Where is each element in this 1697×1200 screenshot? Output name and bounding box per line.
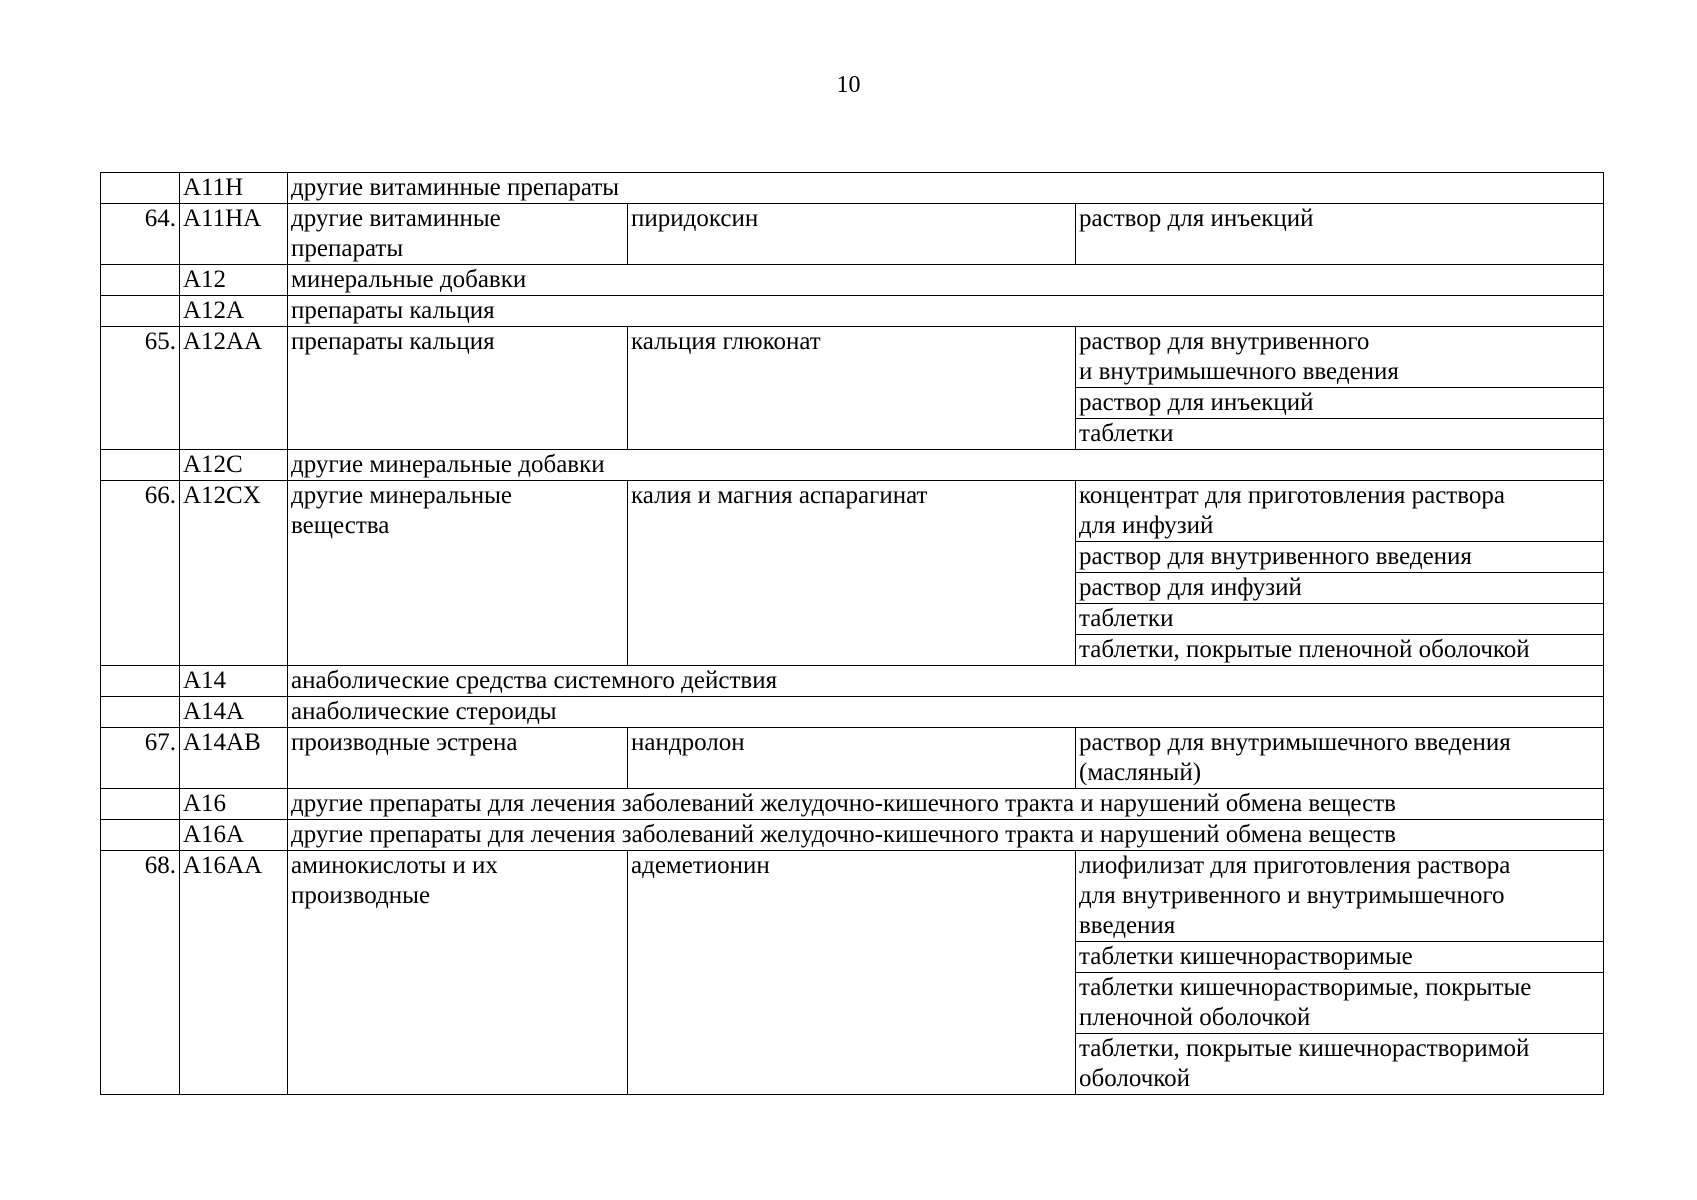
group-name-cell: другие минеральные вещества [288,481,628,666]
drug-name-cell: кальция глюконат [628,327,1076,450]
row-number-cell: 64. [101,204,180,265]
dosage-form-cell: раствор для внутривенного введения [1076,542,1604,573]
atc-code-cell: A14AB [180,728,288,789]
atc-code-cell: A12CX [180,481,288,666]
atc-code-cell: A12AA [180,327,288,450]
row-number-cell [101,173,180,204]
drug-name-cell: адеметионин [628,851,1076,1095]
atc-code-cell: A14 [180,666,288,697]
table-row [101,327,1604,388]
table-row-group-header [101,697,1604,728]
atc-code-cell: A11HA [180,204,288,265]
row-number-cell [101,697,180,728]
atc-code-cell: A16AA [180,851,288,1095]
page-number: 10 [836,72,861,98]
table-row-group-header [101,789,1604,820]
group-name-cell: аминокислоты и их производные [288,851,628,1095]
atc-code-cell: A12C [180,450,288,481]
dosage-form-cell: концентрат для приготовления раствора для инфузий [1076,481,1604,542]
dosage-form-cell: раствор для инфузий [1076,573,1604,604]
group-name-cell: производные эстрена [288,728,628,789]
table-row [101,851,1604,942]
drug-name-cell: нандролон [628,728,1076,789]
dosage-form-cell: раствор для инъекций [1076,204,1604,265]
drug-name-cell: калия и магния аспарагинат [628,481,1076,666]
dosage-form-cell: таблетки кишечнорастворимые [1076,942,1604,973]
atc-code-cell: A12A [180,296,288,327]
dosage-form-cell: раствор для инъекций [1076,388,1604,419]
group-name-cell: другие витаминные препараты [288,204,628,265]
table-row [101,204,1604,265]
atc-code-cell: A16 [180,789,288,820]
table-row [101,481,1604,542]
table-body [101,173,1604,1095]
drug-table [100,172,1604,1095]
row-number-cell: 66. [101,481,180,666]
dosage-form-cell: таблетки кишечнорастворимые, покрытые пленочной оболочкой [1076,973,1604,1034]
row-number-cell [101,820,180,851]
group-name-cell: препараты кальция [288,296,1604,327]
group-name-cell: анаболические стероиды [288,697,1604,728]
group-name-cell: другие препараты для лечения заболеваний желудочно-кишечного тракта и нарушений обмена веществ [288,820,1604,851]
row-number-cell: 67. [101,728,180,789]
group-name-cell: другие витаминные препараты [288,173,1604,204]
row-number-cell: 65. [101,327,180,450]
dosage-form-cell: раствор для внутримышечного введения (масляный) [1076,728,1604,789]
group-name-cell: минеральные добавки [288,265,1604,296]
row-number-cell: 68. [101,851,180,1095]
group-name-cell: препараты кальция [288,327,628,450]
dosage-form-cell: таблетки, покрытые пленочной оболочкой [1076,635,1604,666]
table-row-group-header [101,666,1604,697]
row-number-cell [101,666,180,697]
table-row [101,728,1604,789]
table-row-group-header [101,296,1604,327]
table-row-group-header [101,173,1604,204]
atc-code-cell: A12 [180,265,288,296]
drug-name-cell: пиридоксин [628,204,1076,265]
row-number-cell [101,296,180,327]
dosage-form-cell: таблетки [1076,604,1604,635]
table-row-group-header [101,265,1604,296]
dosage-form-cell: таблетки [1076,419,1604,450]
row-number-cell [101,450,180,481]
atc-code-cell: A11H [180,173,288,204]
atc-code-cell: A16A [180,820,288,851]
table-row-group-header [101,450,1604,481]
group-name-cell: другие препараты для лечения заболеваний желудочно-кишечного тракта и нарушений обмена веществ [288,789,1604,820]
dosage-form-cell: лиофилизат для приготовления раствора для внутривенного и внутримышечного введения [1076,851,1604,942]
group-name-cell: другие минеральные добавки [288,450,1604,481]
row-number-cell [101,789,180,820]
group-name-cell: анаболические средства системного действия [288,666,1604,697]
dosage-form-cell: раствор для внутривенного и внутримышечного введения [1076,327,1604,388]
row-number-cell [101,265,180,296]
table-row-group-header [101,820,1604,851]
dosage-form-cell: таблетки, покрытые кишечнорастворимой оболочкой [1076,1034,1604,1095]
atc-code-cell: A14A [180,697,288,728]
